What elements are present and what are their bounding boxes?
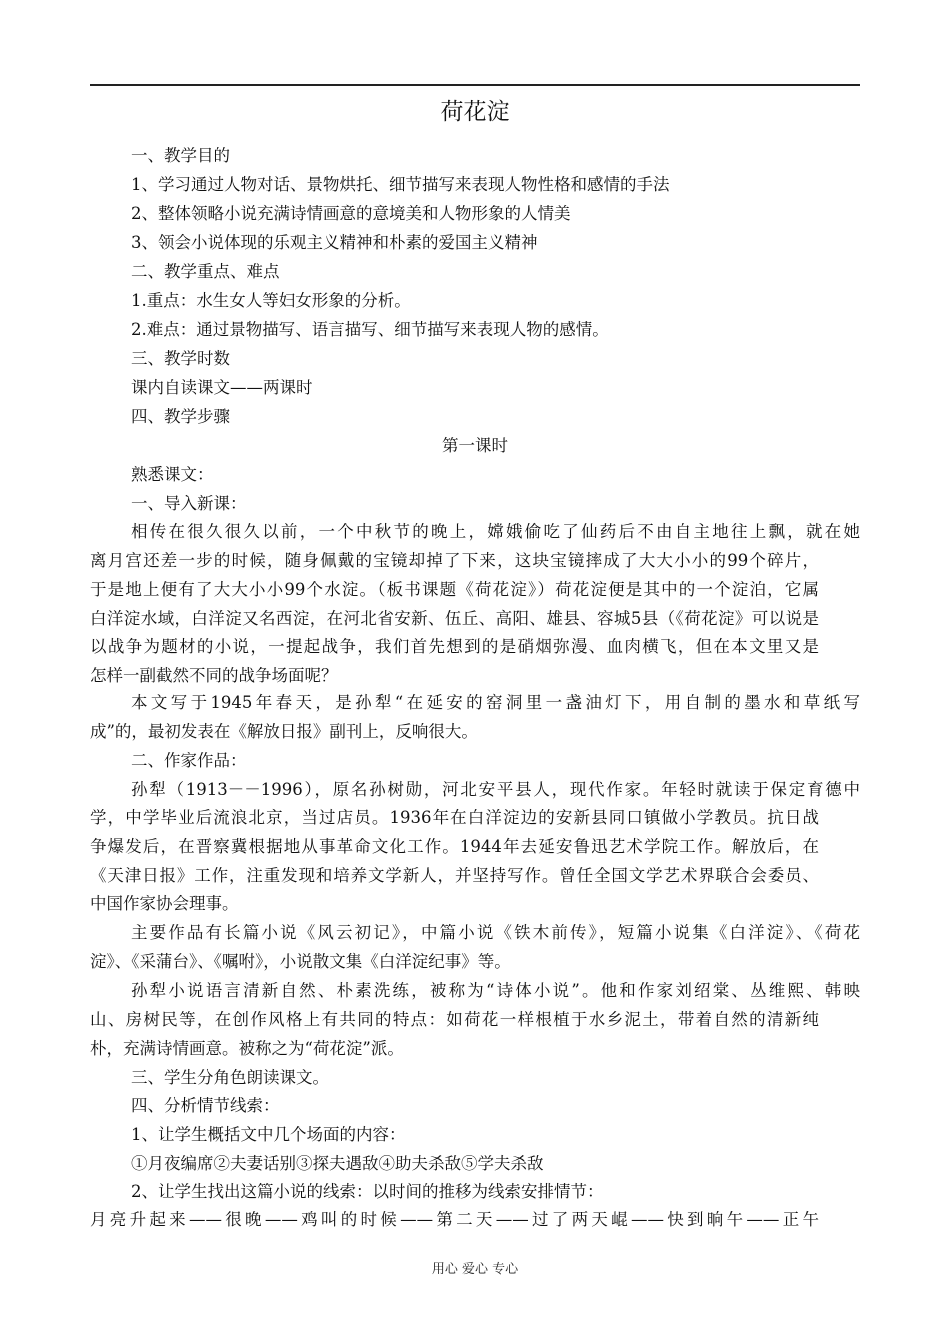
text-line: 以战争为题材的小说，一提起战争，我们首先想到的是硝烟弥漫、血肉横飞，但在本文里又是 xyxy=(90,637,819,656)
text-line: 四、分析情节线索： xyxy=(131,1096,280,1115)
text-line: 本文写于1945年春天，是孙犁“在延安的窑洞里一盏油灯下，用自制的墨水和草纸写 xyxy=(131,693,860,712)
text-line: 孙犁小说语言清新自然、朴素洗练，被称为“诗体小说”。他和作家刘绍棠、丛维熙、韩映 xyxy=(131,981,860,1000)
text-line: 2.难点：通过景物描写、语言描写、细节描写来表现人物的感情。 xyxy=(131,320,609,339)
text-line: 2、让学生找出这篇小说的线索：以时间的推移为线索安排情节： xyxy=(131,1182,604,1201)
text-line: 朴，充满诗情画意。被称之为“荷花淀”派。 xyxy=(90,1039,404,1058)
text-line: 四、教学步骤 xyxy=(131,407,230,426)
text-line: 1、让学生概括文中几个场面的内容： xyxy=(131,1125,406,1144)
section-heading: 第一课时 xyxy=(442,436,508,455)
text-line: 熟悉课文： xyxy=(131,465,214,484)
text-line: 2、整体领略小说充满诗情画意的意境美和人物形象的人情美 xyxy=(131,204,571,223)
text-line: 孙犁（1913－－1996），原名孙树勋，河北安平县人，现代作家。年轻时就读于保定育德中 xyxy=(131,780,860,799)
text-line: 相传在很久很久以前，一个中秋节的晚上，嫦娥偷吃了仙药后不由自主地往上飘，就在她 xyxy=(131,522,860,541)
header-rule xyxy=(90,84,860,86)
text-line: 主要作品有长篇小说《风云初记》，中篇小说《铁木前传》，短篇小说集《白洋淀》、《荷花 xyxy=(131,923,860,942)
text-line: 《天津日报》工作，注重发现和培养文学新人，并坚持写作。曾任全国文学艺术界联合会委员、 xyxy=(90,866,819,885)
text-line: 白洋淀水域，白洋淀又名西淀，在河北省安新、伍丘、高阳、雄县、容城5县（《荷花淀》可以说是 xyxy=(90,609,819,628)
text-line: ①月夜编席②夫妻话别③探夫遇敌④助夫杀敌⑤学夫杀敌 xyxy=(131,1154,544,1173)
text-line: 离月宫还差一步的时候，随身佩戴的宝镜却掉了下来，这块宝镜摔成了大大小小的99个碎片， xyxy=(90,551,819,570)
text-line: 于是地上便有了大大小小99个水淀。（板书课题《荷花淀》）荷花淀便是其中的一个淀泊，它属 xyxy=(90,580,819,599)
text-line: 淀》、《采蒲台》、《嘱咐》，小说散文集《白洋淀纪事》等。 xyxy=(90,952,511,971)
text-line: 课内自读课文——两课时 xyxy=(131,378,313,397)
text-line: 1、学习通过人物对话、景物烘托、细节描写来表现人物性格和感情的手法 xyxy=(131,175,670,194)
text-line: 怎样一副截然不同的战争场面呢？ xyxy=(90,666,338,685)
text-line: 山、房树民等，在创作风格上有共同的特点：如荷花一样根植于水乡泥土，带着自然的清新纯 xyxy=(90,1010,819,1029)
text-line: 学，中学毕业后流浪北京，当过店员。1936年在白洋淀边的安新县同口镇做小学教员。抗日战 xyxy=(90,808,819,827)
text-line: 一、教学目的 xyxy=(131,146,230,165)
text-line: 成”的，最初发表在《解放日报》副刊上，反响很大。 xyxy=(90,722,478,741)
document-title: 荷花淀 xyxy=(440,99,510,125)
text-line: 三、教学时数 xyxy=(131,349,230,368)
text-line: 二、作家作品： xyxy=(131,751,247,770)
text-line: 月亮升起来——很晚——鸡叫的时候——第二天——过了两天崐——快到晌午——正午 xyxy=(90,1210,819,1229)
text-line: 争爆发后，在晋察冀根据地从事革命文化工作。1944年去延安鲁迅艺术学院工作。解放后，在 xyxy=(90,837,819,856)
text-line: 二、教学重点、难点 xyxy=(131,262,280,281)
text-line: 3、领会小说体现的乐观主义精神和朴素的爱国主义精神 xyxy=(131,233,538,252)
page-footer: 用心 爱心 专心 xyxy=(431,1262,519,1277)
text-line: 三、学生分角色朗读课文。 xyxy=(131,1068,329,1087)
text-line: 1.重点：水生女人等妇女形象的分析。 xyxy=(131,291,411,310)
text-line: 一、导入新课： xyxy=(131,494,247,513)
text-line: 中国作家协会理事。 xyxy=(90,894,239,913)
